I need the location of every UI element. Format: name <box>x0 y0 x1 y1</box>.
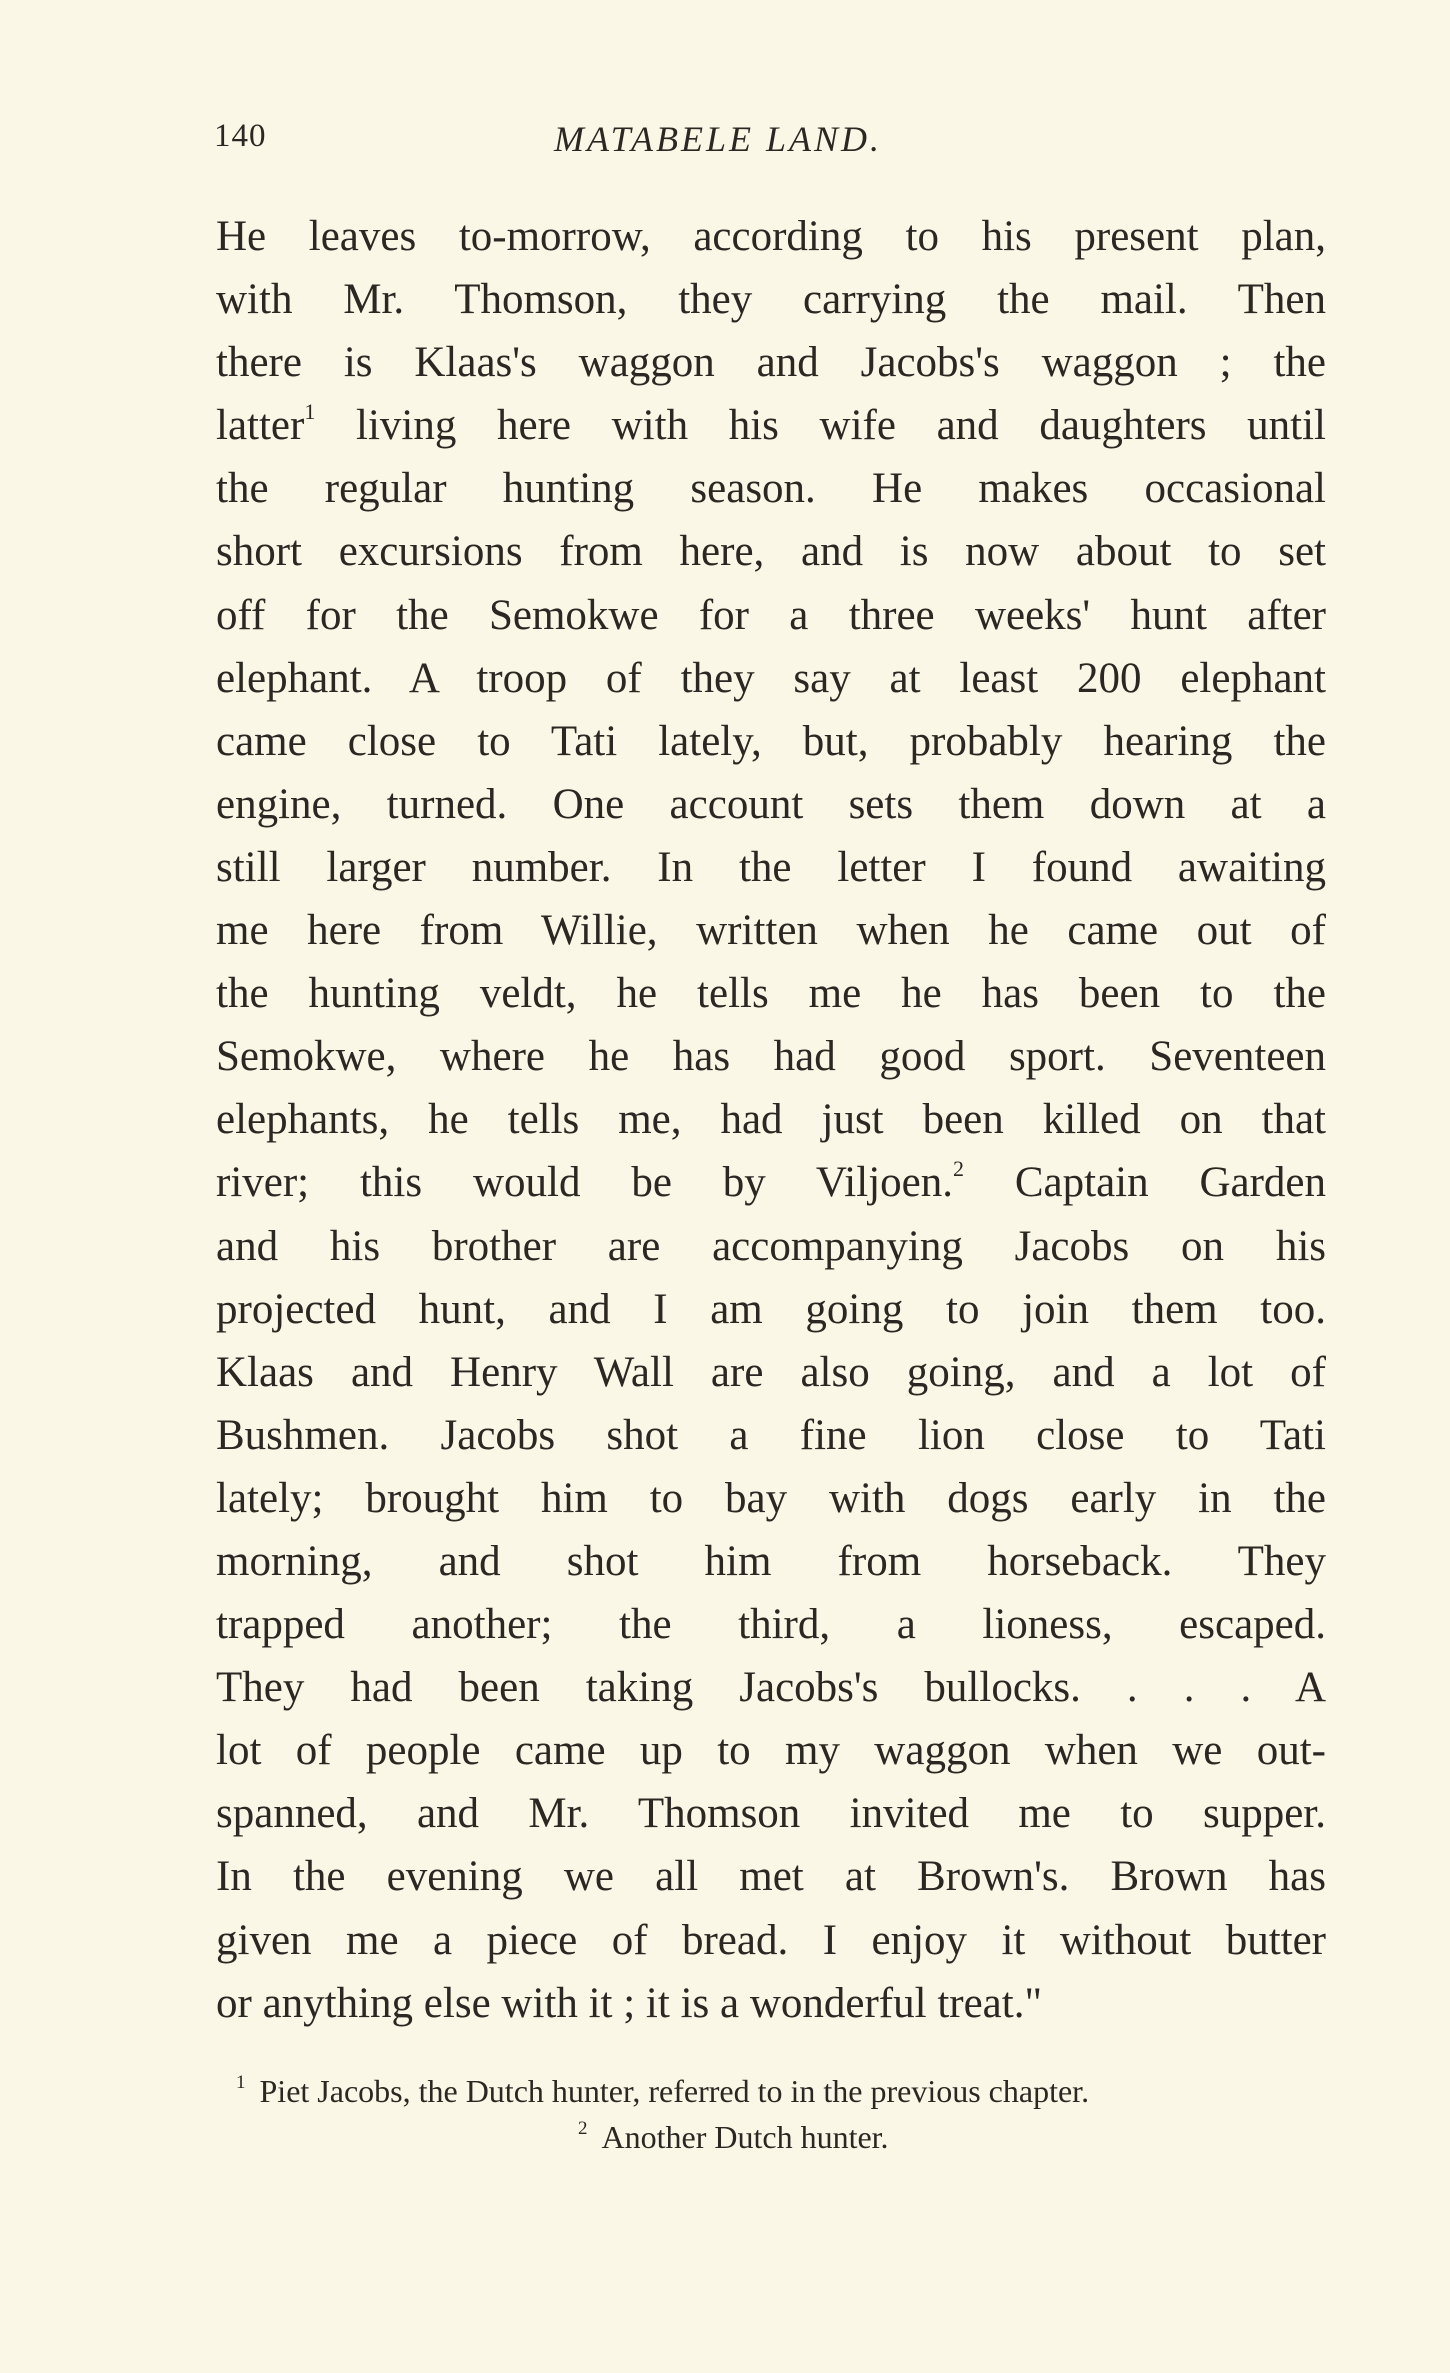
text-line: trapped another; the third, a lioness, escaped. <box>216 1601 1326 1649</box>
text-line: elephants, he tells me, had just been killed on that <box>216 1096 1326 1144</box>
text-line: Semokwe, where he has had good sport. Seventeen <box>216 1033 1326 1081</box>
text-line: Bushmen. Jacobs shot a fine lion close to Tati <box>216 1411 1326 1459</box>
footnote <box>216 2114 1326 2160</box>
running-title: MATABELE LAND. <box>554 119 882 159</box>
text-segment: latter <box>216 402 305 450</box>
text-line: Klaas and Henry Wall are also going, and a lot of <box>216 1348 1326 1396</box>
text-line: there is Klaas's waggon and Jacobs's waggon ; the <box>216 339 1326 387</box>
text-line: short excursions from here, and is now about to set <box>216 528 1326 576</box>
text-line: engine, turned. One account sets them down at a <box>216 780 1326 828</box>
text-line: given me a piece of bread. I enjoy it without butter <box>216 1916 1326 1964</box>
text-segment: Captain Garden <box>964 1159 1327 1207</box>
text-line: and his brother are accompanying Jacobs on his <box>216 1222 1326 1270</box>
footnote-reference: 2 <box>953 1156 964 1182</box>
text-line: spanned, and Mr. Thomson invited me to supper. <box>216 1790 1326 1838</box>
text-line: morning, and shot him from horseback. They <box>216 1537 1326 1585</box>
text-line: lot of people came up to my waggon when we out- <box>216 1727 1326 1775</box>
footnote <box>216 2068 1326 2114</box>
text-line: elephant. A troop of they say at least 200 elephant <box>216 654 1326 702</box>
footnote-text: Another Dutch hunter. <box>601 2119 889 2155</box>
text-line: me here from Willie, written when he came out of <box>216 907 1326 955</box>
text-line: the regular hunting season. He makes occasional <box>216 465 1326 513</box>
body-text <box>216 205 1326 2035</box>
text-line: came close to Tati lately, but, probably hearing the <box>216 717 1326 765</box>
text-line: still larger number. In the letter I found awaiting <box>216 843 1326 891</box>
text-line: the hunting veldt, he tells me he has been to the <box>216 970 1326 1018</box>
footnote-mark: 1 <box>236 2072 246 2093</box>
footnote-reference: 1 <box>304 399 316 425</box>
footnote-text: Piet Jacobs, the Dutch hunter, referred to in the previous chapter. <box>259 2073 1090 2109</box>
text-line: or anything else with it ; it is a wonderful treat." <box>216 1979 1043 2027</box>
text-line: He leaves to-morrow, according to his present plan, <box>216 213 1326 260</box>
footnote-mark: 2 <box>578 2118 588 2139</box>
text-line: with Mr. Thomson, they carrying the mail. Then <box>216 276 1326 324</box>
text-line: They had been taking Jacobs's bullocks. . . . A <box>216 1664 1326 1712</box>
text-segment: living here with his wife and daughters until <box>315 402 1326 450</box>
text-line <box>216 1151 1326 1214</box>
text-line: projected hunt, and I am going to join them too. <box>216 1285 1326 1333</box>
text-segment: river; this would be by Viljoen. <box>216 1159 953 1207</box>
text-line <box>216 394 1326 457</box>
footnotes <box>216 2068 1326 2160</box>
text-line: lately; brought him to bay with dogs early in the <box>216 1474 1326 1522</box>
text-line: off for the Semokwe for a three weeks' hunt after <box>216 591 1326 639</box>
text-line: In the evening we all met at Brown's. Brown has <box>216 1853 1326 1901</box>
running-head <box>214 118 979 168</box>
page-number: 140 <box>214 118 267 154</box>
